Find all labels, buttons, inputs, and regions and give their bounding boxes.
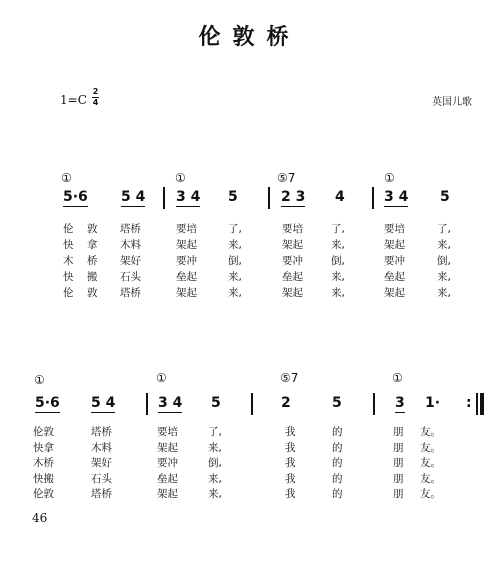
note: 5·6 bbox=[35, 395, 60, 411]
lyric-syllable: 架起 bbox=[384, 287, 405, 299]
bar-line bbox=[268, 187, 270, 209]
lyric-syllable: 的 bbox=[332, 441, 343, 454]
bar-line bbox=[373, 393, 375, 415]
lyric-syllable: 友。 bbox=[420, 426, 441, 438]
lyric-syllable: 塔桥 bbox=[120, 223, 141, 235]
lyric-syllable: 来, bbox=[228, 239, 242, 251]
lyric-syllable: 倒, bbox=[331, 255, 345, 267]
lyric-syllable: 友。 bbox=[420, 472, 441, 485]
lyric-syllable: 友。 bbox=[420, 457, 441, 469]
lyric-syllable: 朋 bbox=[393, 457, 404, 469]
lyric-syllable: 我 bbox=[285, 488, 296, 500]
note: 3 bbox=[395, 395, 405, 411]
lyric-syllable: 快 bbox=[63, 271, 74, 283]
lyric-syllable: 敦 bbox=[87, 223, 98, 235]
lyric-syllable: 敦 bbox=[87, 287, 98, 299]
lyric-syllable: 来, bbox=[208, 472, 222, 485]
lyric-syllable: 要冲 bbox=[176, 255, 197, 267]
lyric-syllable: 伦敦 bbox=[33, 426, 54, 438]
lyric-syllable: 了, bbox=[331, 223, 345, 235]
lyric-syllable: 石头 bbox=[120, 271, 141, 283]
lyric-syllable: 我 bbox=[285, 472, 296, 485]
lyric-syllable: 来, bbox=[331, 287, 345, 299]
chord-mark: ① bbox=[34, 373, 45, 387]
chord-mark: ⑤7 bbox=[277, 171, 296, 185]
note: 5 bbox=[332, 395, 342, 411]
note: 2 3 bbox=[281, 189, 306, 205]
lyric-syllable: 了, bbox=[228, 223, 242, 235]
lyric-syllable: 了, bbox=[208, 426, 222, 438]
lyric-syllable: 要培 bbox=[176, 223, 197, 235]
lyric-syllable: 架起 bbox=[282, 239, 303, 251]
lyric-syllable: 来, bbox=[228, 271, 242, 283]
lyric-syllable: 塔桥 bbox=[120, 287, 141, 299]
lyric-syllable: 架起 bbox=[282, 287, 303, 299]
lyric-syllable: 倒, bbox=[208, 457, 222, 469]
lyric-syllable: 木 bbox=[63, 255, 74, 267]
song-title: 伦敦桥 bbox=[198, 25, 301, 50]
lyric-syllable: 倒, bbox=[437, 255, 451, 267]
lyric-syllable: 塔桥 bbox=[91, 426, 112, 438]
note: 5 bbox=[211, 395, 221, 411]
lyric-syllable: 了, bbox=[437, 223, 451, 235]
lyric-syllable: 要冲 bbox=[157, 457, 178, 469]
lyric-syllable: 架起 bbox=[176, 239, 197, 251]
note: 5 4 bbox=[121, 189, 146, 205]
lyric-syllable: 石头 bbox=[91, 472, 112, 485]
chord-mark: ① bbox=[61, 171, 72, 185]
note: 5 bbox=[228, 189, 238, 205]
bar-line bbox=[372, 187, 374, 209]
lyric-syllable: 伦敦 bbox=[33, 488, 54, 500]
bar-line bbox=[163, 187, 165, 209]
lyric-syllable: 友。 bbox=[420, 488, 441, 500]
lyric-syllable: 友。 bbox=[420, 441, 441, 454]
lyric-syllable: 的 bbox=[332, 488, 343, 500]
note: 5 4 bbox=[91, 395, 116, 411]
note: 4 bbox=[335, 189, 345, 205]
lyric-syllable: 架起 bbox=[157, 441, 178, 454]
lyric-syllable: 要冲 bbox=[384, 255, 405, 267]
lyric-syllable: 垒起 bbox=[384, 271, 405, 283]
key-signature: 1=C bbox=[60, 93, 87, 107]
note: 5 bbox=[440, 189, 450, 205]
lyric-syllable: 的 bbox=[332, 472, 343, 485]
chord-mark: ① bbox=[175, 171, 186, 185]
lyric-syllable: 木料 bbox=[91, 441, 112, 454]
lyric-syllable: 来, bbox=[437, 239, 451, 251]
lyric-syllable: 来, bbox=[437, 271, 451, 283]
lyric-syllable: 朋 bbox=[393, 472, 404, 485]
lyric-syllable: 来, bbox=[228, 287, 242, 299]
lyric-syllable: 来, bbox=[208, 441, 222, 454]
lyric-syllable: 伦 bbox=[63, 223, 74, 235]
note: 2 bbox=[281, 395, 291, 411]
lyric-syllable: 要培 bbox=[384, 223, 405, 235]
lyric-syllable: 垒起 bbox=[282, 271, 303, 283]
chord-mark: ① bbox=[156, 371, 167, 385]
final-bar-thick bbox=[480, 393, 484, 415]
note: 3 4 bbox=[384, 189, 409, 205]
lyric-syllable: 的 bbox=[332, 457, 343, 469]
chord-mark: ① bbox=[384, 171, 395, 185]
lyric-syllable: 拿 bbox=[87, 239, 98, 251]
meter-bottom: 4 bbox=[92, 98, 99, 107]
lyric-syllable: 来, bbox=[331, 239, 345, 251]
lyric-syllable: 架好 bbox=[120, 255, 141, 267]
lyric-syllable: 来, bbox=[331, 271, 345, 283]
song-origin: 英国儿歌 bbox=[432, 97, 472, 108]
page-number: 46 bbox=[32, 511, 48, 525]
lyric-syllable: 我 bbox=[285, 426, 296, 438]
note: 1· bbox=[425, 395, 441, 411]
lyric-syllable: 要冲 bbox=[282, 255, 303, 267]
meter-top: 2 bbox=[92, 87, 99, 96]
final-bar-thin bbox=[476, 393, 478, 415]
lyric-syllable: 木料 bbox=[120, 239, 141, 251]
lyric-syllable: 朋 bbox=[393, 488, 404, 500]
chord-mark: ⑤7 bbox=[280, 371, 299, 385]
chord-mark: ① bbox=[392, 371, 403, 385]
lyric-syllable: 架起 bbox=[384, 239, 405, 251]
time-signature bbox=[92, 88, 99, 107]
lyric-syllable: 来, bbox=[437, 287, 451, 299]
lyric-syllable: 快 bbox=[63, 239, 74, 251]
lyric-syllable: 伦 bbox=[63, 287, 74, 299]
lyric-syllable: 垒起 bbox=[157, 472, 178, 485]
note: 3 4 bbox=[176, 189, 201, 205]
note: 3 4 bbox=[158, 395, 183, 411]
lyric-syllable: 架好 bbox=[91, 457, 112, 469]
lyric-syllable: 架起 bbox=[176, 287, 197, 299]
bar-line bbox=[251, 393, 253, 415]
lyric-syllable: 朋 bbox=[393, 426, 404, 438]
bar-line bbox=[146, 393, 148, 415]
lyric-syllable: 桥 bbox=[87, 255, 98, 267]
lyric-syllable: 我 bbox=[285, 457, 296, 469]
repeat-dots: : bbox=[466, 395, 472, 411]
lyric-syllable: 木桥 bbox=[33, 457, 54, 469]
lyric-syllable: 我 bbox=[285, 441, 296, 454]
lyric-syllable: 要培 bbox=[157, 426, 178, 438]
lyric-syllable: 架起 bbox=[157, 488, 178, 500]
lyric-syllable: 快搬 bbox=[33, 472, 54, 485]
lyric-syllable: 搬 bbox=[87, 271, 98, 283]
lyric-syllable: 来, bbox=[208, 488, 222, 500]
lyric-syllable: 快拿 bbox=[33, 441, 54, 454]
lyric-syllable: 的 bbox=[332, 426, 343, 438]
lyric-syllable: 倒, bbox=[228, 255, 242, 267]
note: 5·6 bbox=[63, 189, 88, 205]
lyric-syllable: 朋 bbox=[393, 441, 404, 454]
lyric-syllable: 垒起 bbox=[176, 271, 197, 283]
lyric-syllable: 塔桥 bbox=[91, 488, 112, 500]
lyric-syllable: 要培 bbox=[282, 223, 303, 235]
